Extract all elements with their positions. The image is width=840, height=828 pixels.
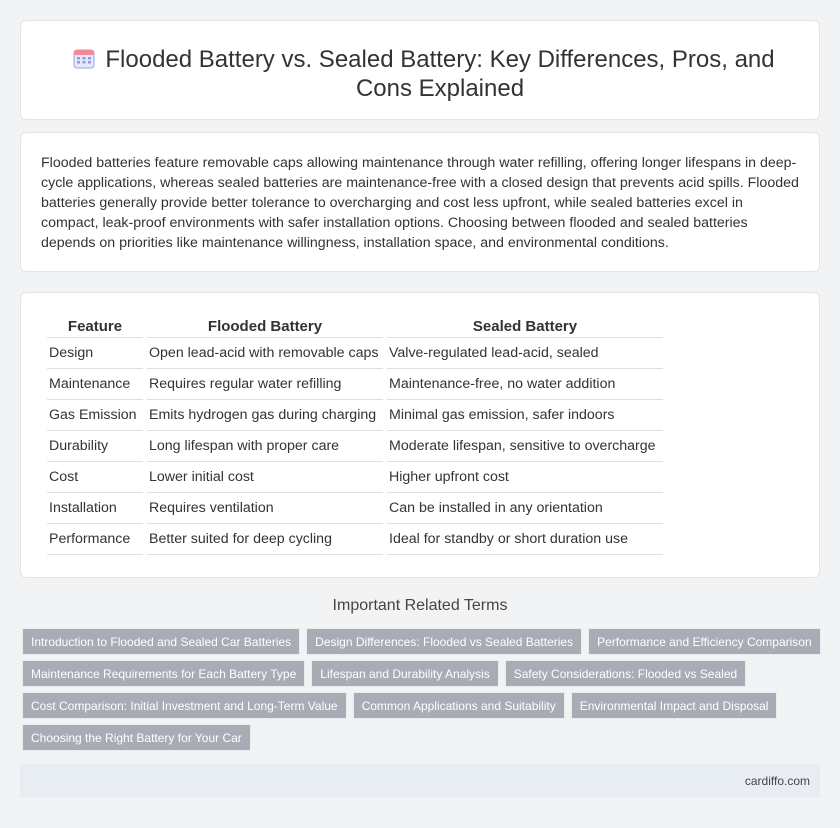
table-row <box>47 338 663 369</box>
header-feature: Feature <box>47 313 143 338</box>
cell-sealed: Higher upfront cost <box>387 462 663 493</box>
table-row <box>47 493 663 524</box>
related-term-tag[interactable]: Safety Considerations: Flooded vs Sealed <box>505 660 746 687</box>
cell-sealed: Maintenance-free, no water addition <box>387 369 663 400</box>
cell-flooded: Lower initial cost <box>147 462 383 493</box>
comparison-table <box>43 313 667 555</box>
cell-sealed: Minimal gas emission, safer indoors <box>387 400 663 431</box>
cell-sealed: Moderate lifespan, sensitive to overcharge <box>387 431 663 462</box>
tag-row <box>22 660 822 687</box>
header-sealed: Sealed Battery <box>387 313 663 338</box>
related-term-tag[interactable]: Cost Comparison: Initial Investment and Long-Term Value <box>22 692 347 719</box>
related-term-tag[interactable]: Maintenance Requirements for Each Battery Type <box>22 660 305 687</box>
tag-row <box>22 628 822 655</box>
cell-feature: Design <box>47 338 143 369</box>
cell-feature: Installation <box>47 493 143 524</box>
tag-row <box>22 724 822 751</box>
related-terms-heading: Important Related Terms <box>332 597 508 614</box>
intro-card <box>20 132 820 272</box>
tag-row <box>22 692 822 719</box>
cell-feature: Performance <box>47 524 143 555</box>
cell-flooded: Long lifespan with proper care <box>147 431 383 462</box>
related-term-tag[interactable]: Choosing the Right Battery for Your Car <box>22 724 251 751</box>
cell-sealed: Ideal for standby or short duration use <box>387 524 663 555</box>
related-term-tag[interactable]: Common Applications and Suitability <box>353 692 565 719</box>
table-row <box>47 369 663 400</box>
page-title: Flooded Battery vs. Sealed Battery: Key Differences, Pros, and Cons Explained <box>105 46 775 102</box>
title-card <box>20 20 820 120</box>
related-term-tag[interactable]: Lifespan and Durability Analysis <box>311 660 498 687</box>
footer-site-link[interactable]: cardiffo.com <box>744 774 810 788</box>
table-row <box>47 524 663 555</box>
cell-feature: Cost <box>47 462 143 493</box>
cell-sealed: Can be installed in any orientation <box>387 493 663 524</box>
cell-flooded: Better suited for deep cycling <box>147 524 383 555</box>
related-term-tag[interactable]: Design Differences: Flooded vs Sealed Batteries <box>306 628 582 655</box>
footer <box>20 764 820 798</box>
related-terms-list <box>22 628 822 756</box>
cell-flooded: Emits hydrogen gas during charging <box>147 400 383 431</box>
related-term-tag[interactable]: Introduction to Flooded and Sealed Car Batteries <box>22 628 300 655</box>
header-flooded: Flooded Battery <box>147 313 383 338</box>
comparison-card <box>20 292 820 578</box>
cell-flooded: Requires regular water refilling <box>147 369 383 400</box>
cell-feature: Maintenance <box>47 369 143 400</box>
cell-feature: Durability <box>47 431 143 462</box>
intro-paragraph: Flooded batteries feature removable caps allowing maintenance through water refilling, offering longer lifespans in deep-cycle applications, whereas sealed batteries are maintenance-free with a closed design that prevents acid spills. Flooded batteries generally provide better tolerance to overcharging and cost less upfront, while sealed batteries excel in compact, leak-proof environments with safer installation options. Choosing between flooded and sealed batteries depends on priorities like maintenance willingness, installation space, and environmental conditions. <box>41 155 799 251</box>
cell-sealed: Valve-regulated lead-acid, sealed <box>387 338 663 369</box>
related-term-tag[interactable]: Environmental Impact and Disposal <box>571 692 778 719</box>
cell-flooded: Open lead-acid with removable caps <box>147 338 383 369</box>
related-term-tag[interactable]: Performance and Efficiency Comparison <box>588 628 821 655</box>
table-row <box>47 431 663 462</box>
table-row <box>47 400 663 431</box>
cell-feature: Gas Emission <box>47 400 143 431</box>
cell-flooded: Requires ventilation <box>147 493 383 524</box>
table-header-row <box>47 313 663 338</box>
table-row <box>47 462 663 493</box>
